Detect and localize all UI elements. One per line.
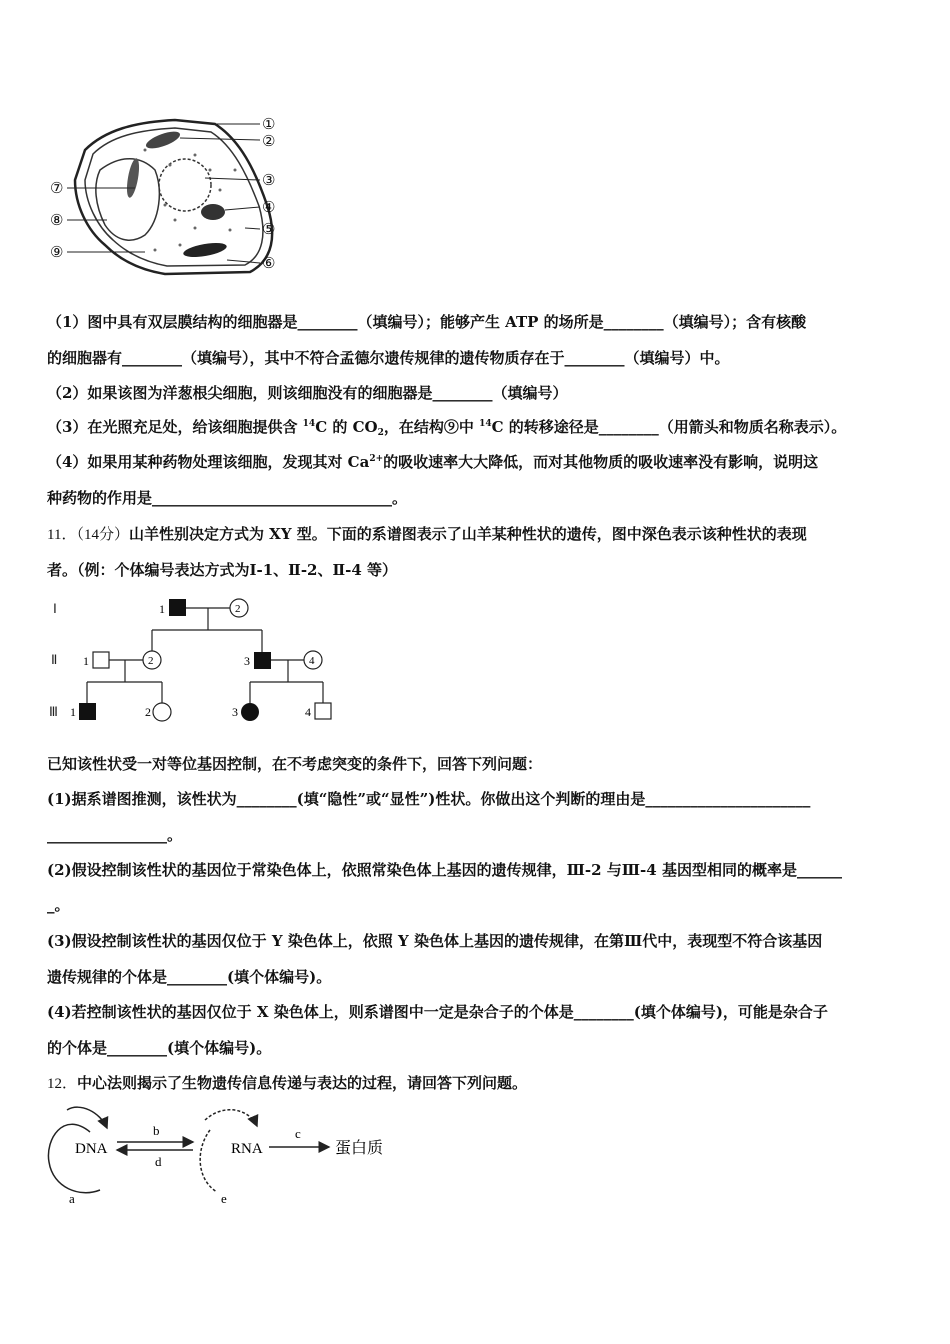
q10-line-5: （4）如果用某种药物处理该细胞，发现其对 $Ca^{2+}$的吸收速率大大降低，而对其他物质的吸收速率没有影响，说明这 <box>47 453 819 471</box>
label-c: c <box>295 1126 301 1141</box>
label-e: e <box>221 1191 227 1206</box>
generation-label-1: Ⅰ <box>53 601 57 616</box>
organelle-6 <box>182 240 227 259</box>
q11-part1-a: (1)据系谱图推测，该性状为________(填“隐性”或“显性”)性状。你做出这个判断的理由是______________________ <box>47 790 811 808</box>
pedigree-III-4-label: 4 <box>305 705 311 719</box>
pedigree-I-1 <box>169 599 186 616</box>
pedigree-III-2-label: 2 <box>145 705 151 719</box>
cell-diagram <box>45 110 295 282</box>
pedigree-chart <box>45 590 345 730</box>
pedigree-III-3-label: 3 <box>232 705 238 719</box>
q11-part2-a: (2)假设控制该性状的基因位于常染色体上，依照常染色体上基因的遗传规律，Ⅲ-2 与Ⅲ-4 基因型相同的概率是______ <box>47 861 842 879</box>
protein-label: 蛋白质 <box>335 1138 384 1157</box>
cell-label-6: ⑥ <box>262 256 276 272</box>
pedigree-III-1 <box>79 703 96 720</box>
q11-known: 已知该性状受一对等位基因控制，在不考虑突变的条件下，回答下列问题： <box>47 755 543 773</box>
cell-label-8: ⑧ <box>50 213 64 229</box>
cell-label-9: ⑨ <box>50 245 64 261</box>
pedigree-II-1-label: 1 <box>83 654 89 668</box>
pedigree-III-4 <box>315 703 331 719</box>
cell-membrane <box>85 128 263 266</box>
label-a: a <box>69 1191 75 1206</box>
q10-line-4: （3）在光照充足处，给该细胞提供含 $^{14}$C 的 $CO_2$，在结构⑨中 $^{14}$C 的转移途径是________（用箭头和物质名称表示）。 <box>47 418 847 438</box>
rna-label: RNA <box>231 1141 263 1157</box>
q11-part2-b: _。 <box>47 896 70 914</box>
central-dogma-diagram <box>45 1100 405 1210</box>
cell-label-5: ⑤ <box>262 222 276 238</box>
organelle-dark-1 <box>125 157 142 198</box>
generation-label-2: Ⅱ <box>51 652 58 667</box>
pedigree-II-4-label: 4 <box>309 655 315 667</box>
pedigree-II-1 <box>93 652 109 668</box>
cell-label-3: ③ <box>262 173 276 189</box>
label-b: b <box>153 1123 160 1138</box>
pedigree-II-3 <box>254 652 271 669</box>
pedigree-II-2-label: 2 <box>148 655 154 667</box>
cell-label-1: ① <box>262 117 276 133</box>
pedigree-III-1-label: 1 <box>70 705 76 719</box>
pedigree-II-3-label: 3 <box>244 654 250 668</box>
question-number: 12． <box>47 1076 78 1092</box>
organelle-2 <box>144 128 182 152</box>
q11-part4-b: 的个体是________(填个体编号)。 <box>47 1039 272 1057</box>
generation-label-3: Ⅲ <box>49 704 58 719</box>
dna-label: DNA <box>75 1141 108 1157</box>
q11-part1-b: ________________。 <box>47 826 183 844</box>
q11-intro-2: 者。（例：个体编号表达方式为Ⅰ-1、Ⅱ-2、Ⅱ-4 等） <box>47 561 398 579</box>
question-number: 11．（14分） <box>47 527 129 543</box>
q11-part3-a: (3)假设控制该性状的基因仅位于 Y 染色体上，依照 Y 染色体上基因的遗传规律，在第Ⅲ代中，表现型不符合该基因 <box>47 932 823 950</box>
pedigree-I-1-label: 1 <box>159 602 165 616</box>
pedigree-III-2 <box>153 703 171 721</box>
q10-line-2: 的细胞器有________（填编号），其中不符合孟德尔遗传规律的遗传物质存在于________（填编号）中。 <box>47 349 730 367</box>
cell-label-2: ② <box>262 134 276 150</box>
q11-intro-1: 11．（14分）山羊性别决定方式为 XY 型。下面的系谱图表示了山羊某种性状的遗传，图中深色表示该种性状的表现 <box>47 525 807 543</box>
cell-label-4: ④ <box>262 200 276 216</box>
vacuole <box>96 159 159 240</box>
nucleus <box>159 159 211 211</box>
pedigree-III-3 <box>241 703 259 721</box>
pedigree-I-2-label: 2 <box>235 603 241 615</box>
cytoplasm-dots <box>144 149 237 252</box>
cell-label-7: ⑦ <box>50 181 64 197</box>
q10-line-3: （2）如果该图为洋葱根尖细胞，则该细胞没有的细胞器是________（填编号） <box>47 384 568 402</box>
q12-intro: 12．中心法则揭示了生物遗传信息传递与表达的过程，请回答下列问题。 <box>47 1074 528 1092</box>
q10-line-1: （1）图中具有双层膜结构的细胞器是________（填编号）；能够产生 ATP 的场所是________（填编号）；含有核酸 <box>47 313 807 331</box>
q11-part4-a: (4)若控制该性状的基因仅位于 X 染色体上，则系谱图中一定是杂合子的个体是________(填个体编号)，可能是杂合子 <box>47 1003 828 1021</box>
q10-line-6: 种药物的作用是________________________________。 <box>47 489 408 507</box>
label-d: d <box>155 1154 162 1169</box>
cell-wall <box>75 120 272 274</box>
organelle-4 <box>201 204 225 220</box>
q11-part3-b: 遗传规律的个体是________(填个体编号)。 <box>47 968 332 986</box>
